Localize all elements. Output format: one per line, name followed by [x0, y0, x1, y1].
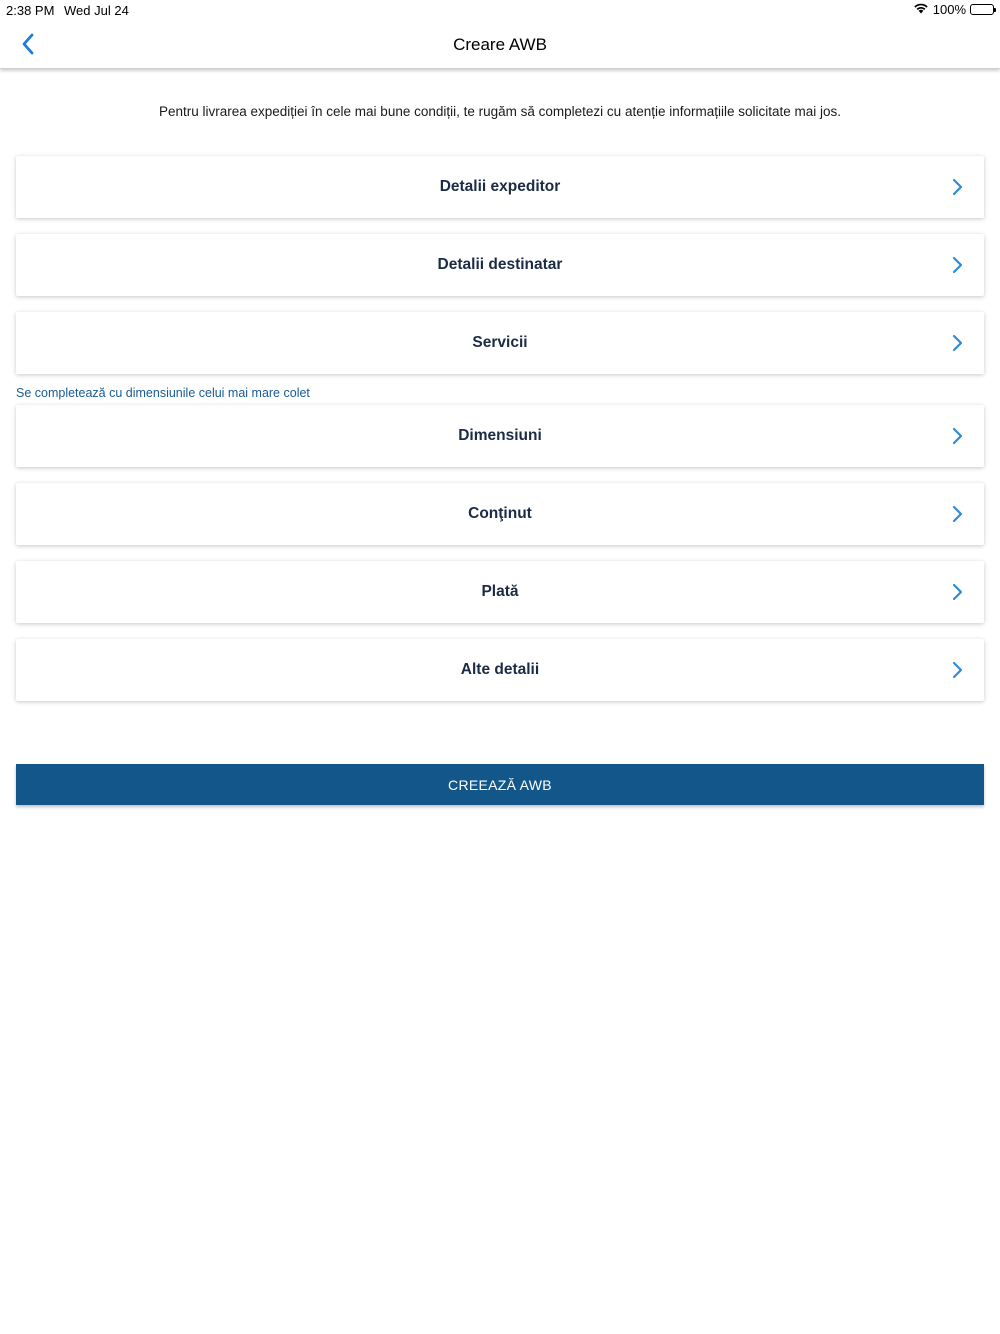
section-label: Conţinut [468, 505, 532, 522]
section-label: Detalii expeditor [439, 178, 561, 195]
section-label: Dimensiuni [458, 427, 542, 444]
chevron-right-icon [950, 661, 964, 679]
create-awb-button[interactable]: CREEAZĂ AWB [16, 764, 984, 805]
status-date: Wed Jul 24 [64, 3, 129, 18]
battery-percent: 100% [932, 2, 966, 17]
chevron-right-icon [950, 583, 964, 601]
intro-text: Pentru livrarea expediției în cele mai bune condiții, te rugăm să completezi cu atenție informațiile solicitate mai jos. [158, 104, 842, 119]
section-content[interactable] [16, 483, 984, 545]
wifi-icon [913, 2, 929, 17]
section-other-details[interactable] [16, 639, 984, 701]
chevron-right-icon [950, 178, 964, 196]
status-right [913, 2, 994, 17]
status-bar [0, 0, 1000, 20]
section-label: Alte detalii [460, 661, 540, 678]
chevron-right-icon [950, 427, 964, 445]
battery-icon [970, 4, 994, 15]
section-label: Plată [481, 583, 519, 600]
chevron-right-icon [950, 334, 964, 352]
chevron-right-icon [950, 505, 964, 523]
chevron-right-icon [950, 256, 964, 274]
section-recipient-details[interactable] [16, 234, 984, 296]
section-label: Servicii [472, 334, 528, 351]
status-time: 2:38 PM [6, 3, 55, 18]
section-dimensions[interactable] [16, 405, 984, 467]
section-services[interactable] [16, 312, 984, 374]
section-sender-details[interactable] [16, 156, 984, 218]
section-label: Detalii destinatar [437, 256, 563, 273]
section-payment[interactable] [16, 561, 984, 623]
navigation-bar [0, 20, 1000, 69]
page-title: Creare AWB [453, 35, 547, 54]
dimensions-hint: Se completează cu dimensiunile celui mai mare colet [16, 386, 310, 400]
